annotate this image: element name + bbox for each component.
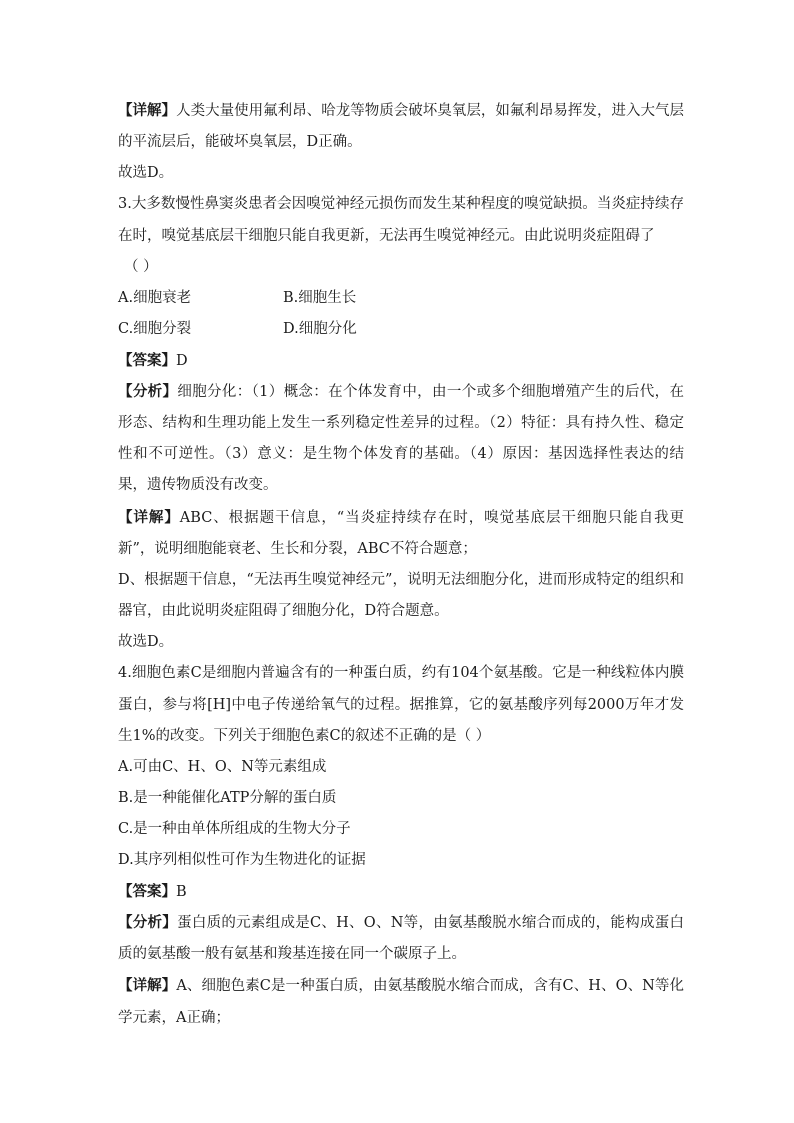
question-4-analysis xyxy=(118,907,684,970)
analysis-tag: 【分析】 xyxy=(118,914,178,932)
option-b: B.细胞生长 xyxy=(283,289,357,306)
option-d: D.其序列相似性可作为生物进化的证据 xyxy=(118,852,366,869)
choice-line-q2: 故选D。 xyxy=(118,165,174,182)
answer-value: D xyxy=(176,352,188,369)
answer-tag: 【答案】 xyxy=(118,351,176,369)
answer-tag: 【答案】 xyxy=(118,883,176,901)
detail-text: 人类大量使用氟利昂、哈龙等物质会破坏臭氧层，如氟利昂易挥发，进入大气层的平流层后，能破坏臭氧层，D正确。 xyxy=(118,103,685,151)
option-d: D.细胞分化 xyxy=(283,320,357,337)
question-3-answer xyxy=(118,345,684,376)
answer-value: B xyxy=(176,884,187,901)
question-3-options-row-1 xyxy=(118,283,684,314)
question-4-answer xyxy=(118,876,684,907)
question-3-detail-2: D、根据题干信息，“无法再生嗅觉神经元”，说明无法细胞分化，进而形成特定的组织和器官，由此说明炎症阻碍了细胞分化，D符合题意。 xyxy=(118,572,684,620)
option-b: B.是一种能催化ATP分解的蛋白质 xyxy=(118,790,337,807)
detail-text: A、细胞色素C是一种蛋白质，由氨基酸脱水缩合而成，含有C、H、O、N等化学元素，A正确； xyxy=(118,978,684,1026)
question-3-analysis xyxy=(118,376,684,502)
question-3-answer-blank: （ ） xyxy=(124,258,158,275)
analysis-text: 细胞分化：（1）概念：在个体发育中，由一个或多个细胞增殖产生的后代，在形态、结构和生理功能上发生一系列稳定性差异的过程。（2）特征：具有持久性、稳定性和不可逆性。（3）意义：是生物个体发育的基础。（4）原因：基因选择性表达的结果，遗传物质没有改变。 xyxy=(118,383,684,494)
analysis-text: 蛋白质的元素组成是C、H、O、N等，由氨基酸脱水缩合而成的，能构成蛋白质的氨基酸一般有氨基和羧基连接在同一个碳原子上。 xyxy=(118,915,685,963)
option-c: C.是一种由单体所组成的生物大分子 xyxy=(118,821,351,838)
question-4-detail-1 xyxy=(118,970,684,1033)
option-a: A.可由C、H、O、N等元素组成 xyxy=(118,759,327,776)
question-4-stem: 4.细胞色素C是细胞内普遍含有的一种蛋白质，约有104个氨基酸。它是一种线粒体内膜蛋白，参与将[H]中电子传递给氧气的过程。据推算，它的氨基酸序列每2000万年才发生1%的改变。下列关于细胞色素C的叙述不正确的是（ ） xyxy=(118,665,684,744)
question-3-choice: 故选D。 xyxy=(118,634,174,651)
option-c: C.细胞分裂 xyxy=(118,320,192,337)
detail-tag: 【详解】 xyxy=(118,977,177,995)
question-3-stem: 3.大多数慢性鼻窦炎患者会因嗅觉神经元损伤而发生某种程度的嗅觉缺损。当炎症持续存在时，嗅觉基底层干细胞只能自我更新，无法再生嗅觉神经元。由此说明炎症阻碍了 xyxy=(118,196,684,244)
question-3-detail-1 xyxy=(118,502,684,565)
question-3-options-row-2 xyxy=(118,314,684,345)
detail-paragraph-q2 xyxy=(118,95,684,158)
detail-text: ABC、根据题干信息，“当炎症持续存在时，嗅觉基底层干细胞只能自我更新”，说明细胞能衰老、生长和分裂，ABC不符合题意； xyxy=(118,509,685,557)
option-a: A.细胞衰老 xyxy=(118,289,192,306)
detail-tag: 【详解】 xyxy=(118,508,180,526)
analysis-tag: 【分析】 xyxy=(118,382,178,400)
detail-tag: 【详解】 xyxy=(118,102,177,119)
